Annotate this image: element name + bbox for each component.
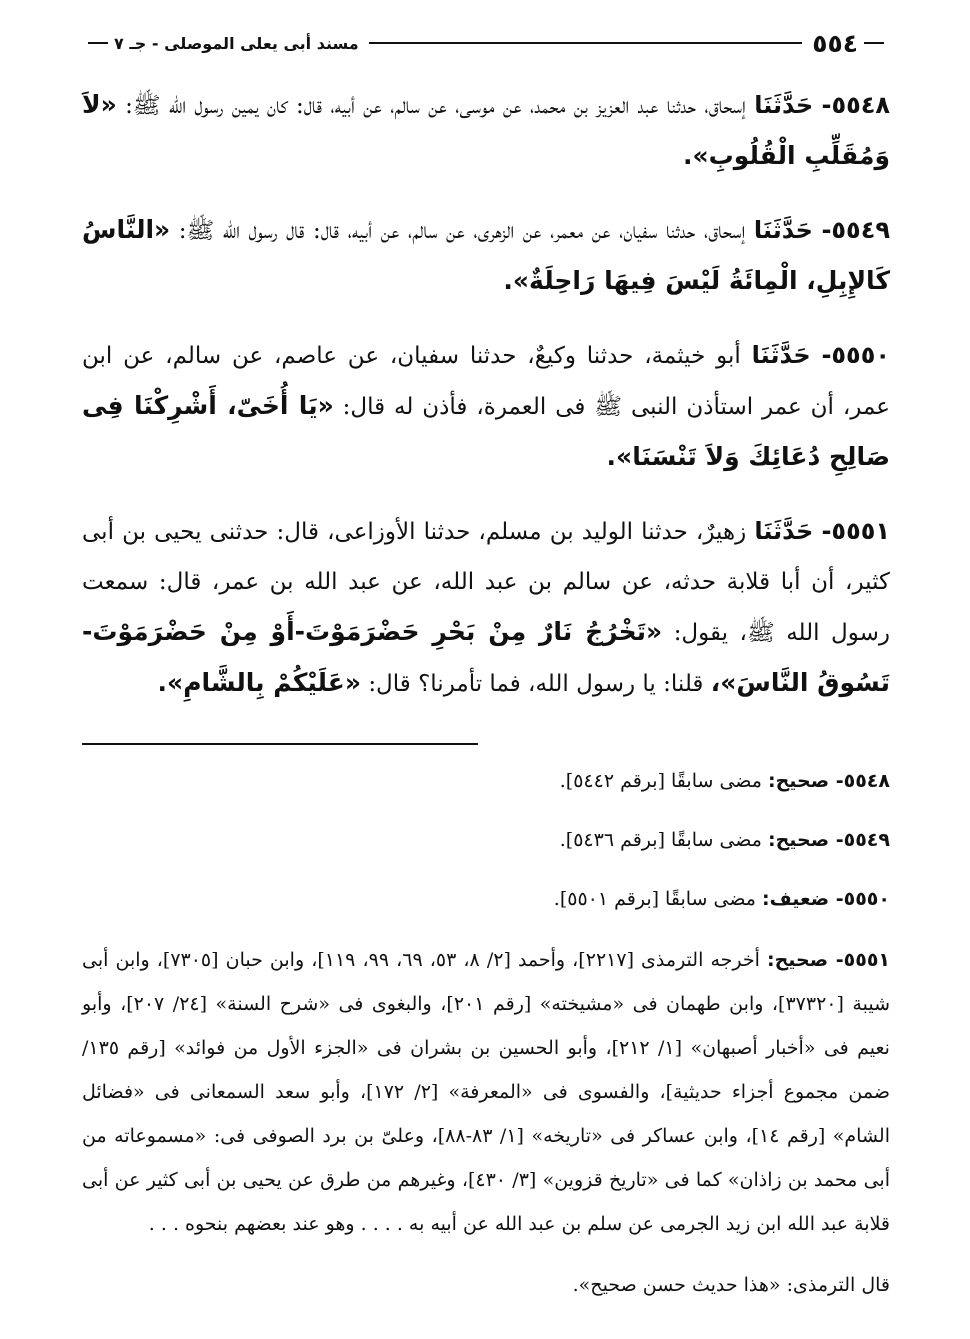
hadith-text: أبو خيثمة، حدثنا وكيعٌ، حدثنا سفيان، عن عاصم، عن سالم، عن ابن عمر، أن عمر استأذن النبى ﷺ فى العمرة، فأذن له قال: (82, 343, 890, 420)
footnote-text: مضى سابقًا [برقم ٥٥٠١]. (553, 888, 756, 910)
footnote-tag: ٥٥٥٠- ضعيف: (762, 888, 890, 910)
hadith-number: ٥٥٥٠- (821, 341, 890, 369)
book-title: مسند أبى يعلى الموصلى - جـ ٧ (114, 33, 359, 53)
hadith-5550 (82, 330, 890, 483)
hadith-5549 (82, 205, 890, 307)
header-dash-right (864, 42, 884, 44)
footnote-5548 (82, 761, 890, 801)
page-number: ٥٥٤ (812, 28, 858, 58)
header-rule (369, 42, 803, 44)
header-dash-left (88, 42, 108, 44)
hadith-lead: حَدَّثَنَا (751, 341, 811, 369)
footnote-text: مضى سابقًا [برقم ٥٤٣٦]. (559, 829, 762, 851)
hadith-text: زهيرٌ، حدثنا الوليد بن مسلم، حدثنا الأوزاعى، قال: حدثنى يحيى بن أبى كثير، أن أبا قلابة حدثه، عن سالم بن عبد الله، عن عبد الله بن عمر، قال: سمعت رسول الله ﷺ، يقول: (82, 519, 890, 646)
hadith-text: إسحاق، حدثنا سفيان، عن معمر، عن الزهرى، عن سالم، عن أبيه، قال: قال رسول الله ﷺ: (178, 218, 746, 244)
hadith-number: ٥٥٤٩- (821, 216, 890, 244)
hadith-number: ٥٥٤٨- (821, 91, 891, 119)
footnote-text: قال الترمذى: «هذا حديث حسن صحيح». (572, 1274, 890, 1296)
footnote-tag: ٥٥٤٩- صحيح: (768, 829, 890, 851)
hadith-quote-second: «عَلَيْكُمْ بِالشَّامِ». (157, 668, 361, 697)
footnote-text: مضى سابقًا [برقم ٥٤٤٢]. (559, 770, 762, 792)
hadith-quote: «تَخْرُجُ نَارٌ مِنْ بَحْرِ حَضْرَمَوْتَ-أَوْ مِنْ حَضْرَمَوْتَ- تَسُوقُ النَّاسَ»، (82, 617, 890, 697)
hadith-5551 (82, 506, 890, 709)
hadith-lead: حَدَّثَنَا (754, 517, 814, 545)
footnote-5551 (82, 938, 890, 1246)
footnote-tag: ٥٥٤٨- صحيح: (768, 770, 890, 792)
hadith-lead: حَدَّثَنَا (753, 216, 813, 244)
hadith-tail: قلنا: يا رسول الله، فما تأمرنا؟ قال: (368, 671, 704, 697)
footnote-5549 (82, 820, 890, 860)
footnote-5550 (82, 879, 890, 919)
footnote-separator (82, 743, 478, 745)
hadith-5548 (82, 80, 890, 182)
hadith-text: إسحاق، حدثنا عبد العزيز بن محمد، عن موسى، عن سالم، عن أبيه، قال: كان يمين رسول الله ﷺ: (125, 93, 746, 119)
hadith-quote: «النَّاسُ كَالإِبِلِ، الْمِائَةُ لَيْسَ فِيهَا رَاحِلَةٌ». (82, 215, 890, 295)
book-page (82, 22, 890, 1324)
hadith-quote: «لاَ وَمُقَلِّبِ الْقُلُوبِ». (82, 90, 890, 170)
hadith-quote: «يَا أُخَىّ، أَشْرِكْنَا فِى صَالِحِ دُعَائِكَ وَلاَ تَنْسَنَا». (82, 391, 890, 471)
footnote-tirmidhi-note (82, 1265, 890, 1305)
page-header (82, 22, 890, 64)
hadith-number: ٥٥٥١- (821, 517, 891, 545)
footnote-tag: ٥٥٥١- صحيح: (766, 949, 891, 971)
footnote-text: أخرجه الترمذى [٢٢١٧]، وأحمد [٢/ ٨، ٥٣، ٦٩، ٩٩، ١١٩]، وابن حبان [٧٣٠٥]، وابن أبى شيبة [٣٧٣٢٠]، وابن طهمان فى «مشيخته» [رقم ٢٠١]، والبغوى فى «شرح السنة» [٢٤/ ٢٠٧]، وأبو نعيم فى «أخبار أصبهان» [١/ ٢١٢]، وأبو الحسين بن بشران فى «الجزء الأول من فوائد» [رقم ١٣٥/ ضمن مجموع أجزاء حديثية]، والفسوى فى «المعرفة» [٢/ ١٧٢]، وأبو سعد السمعانى فى «فضائل الشام» [رقم ١٤]، وابن عساكر فى «تاريخه» [١/ ٨٣-٨٨]، وعلىّ بن برد الصوفى فى: «مسموعاته من أبى محمد بن زاذان» كما فى «تاريخ قزوين» [٣/ ٤٣٠]، وغيرهم من طرق عن يحيى بن أبى كثير عن أبى قلابة عبد الله ابن زيد الجرمى عن سلم بن عبد الله عن أبيه به . . . . وهو عند بعضهم بنحوه . . . (82, 949, 891, 1235)
hadith-lead: حَدَّثَنَا (754, 91, 814, 119)
